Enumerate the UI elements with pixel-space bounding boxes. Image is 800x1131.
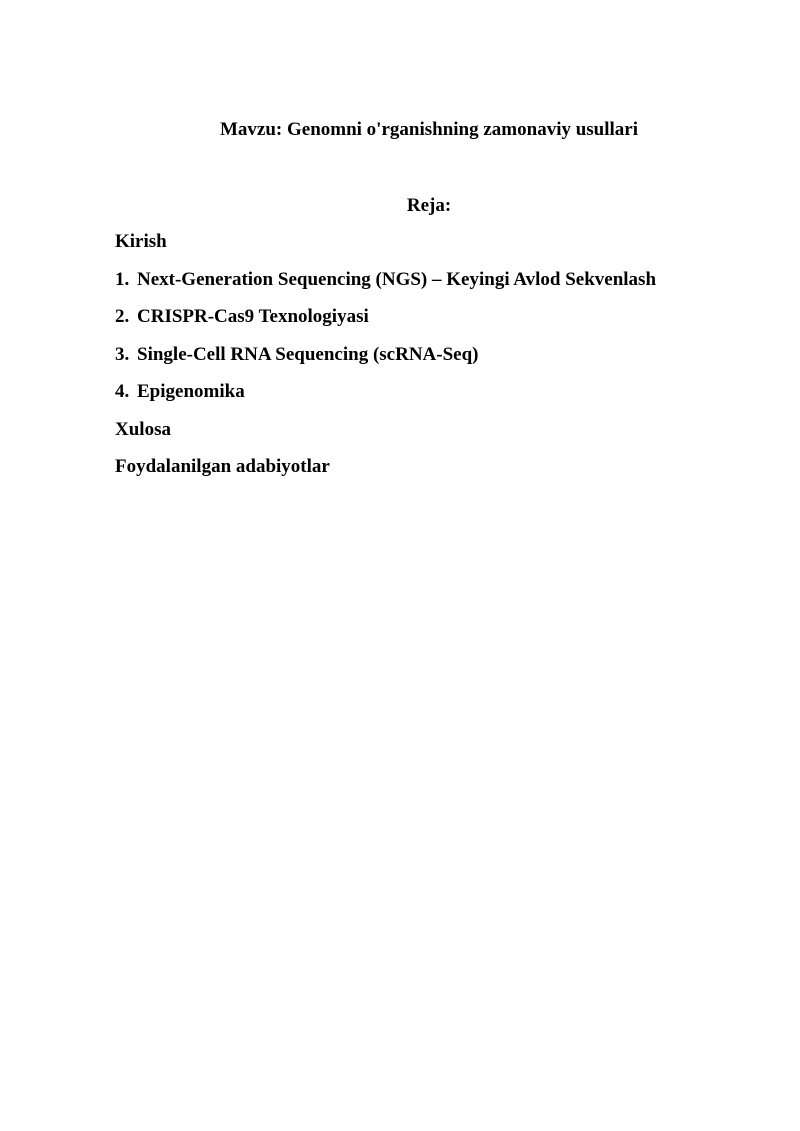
toc-item-text: Single-Cell RNA Sequencing (scRNA-Seq) [137,343,479,365]
toc-item-number: 1. [115,268,130,290]
toc-item-text: Epigenomika [137,381,245,402]
toc-item-epigenomics [115,379,656,417]
table-of-contents [115,229,656,492]
toc-item-crispr [115,304,656,342]
toc-item-number: 3. [115,343,130,365]
toc-item-number: 4. [115,381,130,402]
toc-item-text: CRISPR-Cas9 Texnologiyasi [137,306,369,327]
toc-item-ngs [115,267,656,305]
toc-item-number: 2. [115,306,130,327]
toc-item-references [115,454,656,492]
toc-item-text: Foydalanilgan adabiyotlar [115,456,330,477]
toc-item-text: Next-Generation Sequencing (NGS) – Keyingi Avlod Sekvenlash [137,268,657,290]
toc-item-conclusion [115,417,656,455]
toc-item-introduction [115,229,656,267]
toc-item-scrna-seq [115,342,656,380]
plan-heading: Reja: [406,195,452,216]
document-title: Mavzu: Genomni o'rganishning zamonaviy usullari [219,119,639,140]
toc-item-text: Kirish [115,231,167,252]
toc-item-text: Xulosa [115,418,171,440]
